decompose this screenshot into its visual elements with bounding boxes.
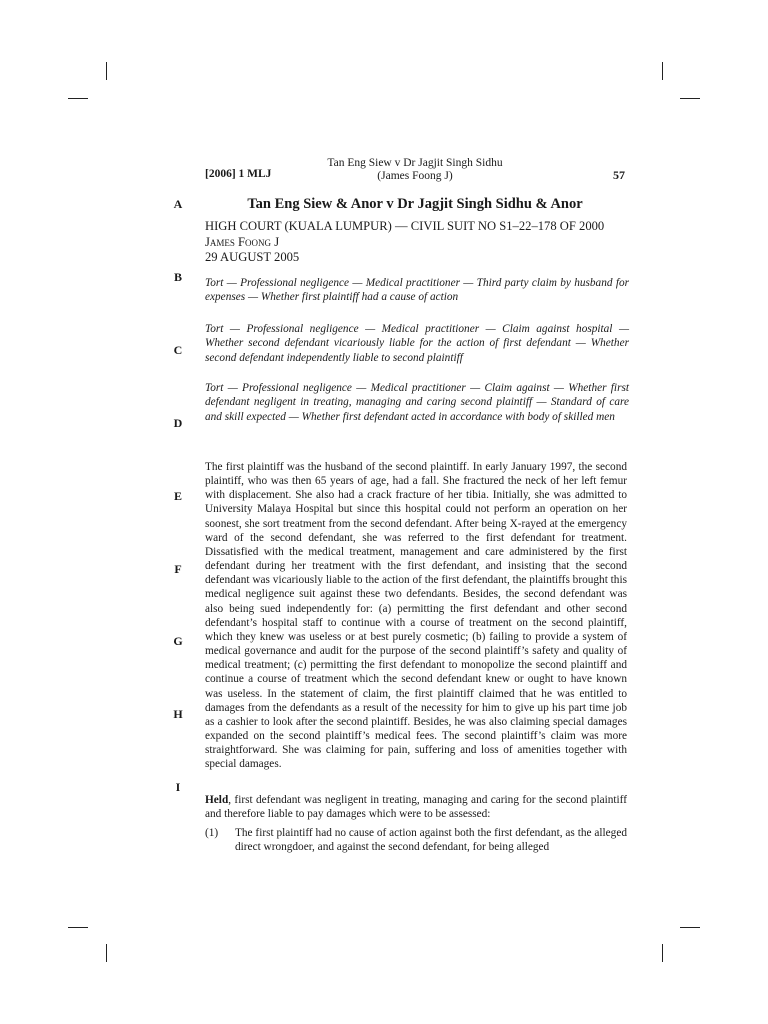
margin-letter-g: G xyxy=(173,634,183,648)
crop-mark xyxy=(662,944,663,962)
margin-letter-f: F xyxy=(174,562,182,576)
held-item-text: The first plaintiff had no cause of action against both the first defendant, as the alleged direct wrongdoer, and against the second defendant, for being alleged xyxy=(235,827,627,854)
judge-line: James Foong J xyxy=(205,235,280,249)
running-head xyxy=(205,157,625,185)
crop-mark xyxy=(106,62,107,80)
margin-letter-i: I xyxy=(175,780,181,794)
crop-mark xyxy=(662,62,663,80)
crop-mark xyxy=(68,98,88,99)
margin-letter-c: C xyxy=(173,343,183,357)
catchword-paragraph: Tort — Professional negligence — Medical practitioner — Claim against — Whether first defendant negligent in treating, managing and caring second plaintiff — Standard of care and skill expected — Whether first defendant acted in accordance with body of skilled men xyxy=(205,382,629,423)
margin-letter-h: H xyxy=(173,707,183,721)
court-line: HIGH COURT (KUALA LUMPUR) — CIVIL SUIT NO S1–22–178 OF 2000 xyxy=(205,219,605,233)
case-summary: The first plaintiff was the husband of the second plaintiff. In early January 1997, the second plaintiff, who was then 65 years of age, had a fall. She fractured the neck of her left femur with displacement. She also had a crack fracture of her tibia. Initially, she was admitted to University Malaya Hospital but since this hospital could not perform an operation on her soonest, she sort treatment from the second defendant. After being X-rayed at the emergency ward of the second defendant, she was referred to the first defendant for treatment. Dissatisfied with the medical treatment, management and care administered by the first defendant during her treatment with the first defendant, and insisting that the second defendant was vicariously liable to the action of the first defendant, the plaintiffs brought this medical negligence suit against these two defendants. Besides, the second defendant was also being sued independently for: (a) permitting the first defendant and other second defendant’s hospital staff to continue with a course of treatment on the second plaintiff, which they knew was useless or at best purely cosmetic; (b) failing to provide a system of medical governance and audit for the purpose of the second plaintiff’s safety and quality of medical treatment; (c) permitting the first defendant to monopolize the second plaintiff and continue a course of treatment which the second defendant knew or ought to have known was useless. In the statement of claim, the first plaintiff claimed that he was entitled to damages from the defendants as a result of the necessity for him to give up his part time job as a cashier to look after the second plaintiff. Besides, he was also claiming special damages expanded on the second plaintiff’s medical fees. The second plaintiff’s claim was more straightforward. She was claiming for pain, suffering and loss of amenities together with special damages. xyxy=(205,461,627,771)
crop-mark xyxy=(106,944,107,962)
case-short-title: Tan Eng Siew v Dr Jagjit Singh Sidhu xyxy=(327,157,503,169)
date-line: 29 AUGUST 2005 xyxy=(205,250,300,264)
held-item-number: (1) xyxy=(205,827,219,839)
case-title: Tan Eng Siew & Anor v Dr Jagjit Singh Sidhu & Anor xyxy=(247,196,583,212)
catchword-paragraph: Tort — Professional negligence — Medical practitioner — Third party claim by husband for expenses — Whether first plaintiff had a cause of action xyxy=(205,277,629,304)
held-paragraph xyxy=(205,793,627,821)
crop-mark xyxy=(68,927,88,928)
margin-letter-d: D xyxy=(173,416,183,430)
margin-letter-b: B xyxy=(173,270,182,284)
citation: [2006] 1 MLJ xyxy=(205,168,272,180)
margin-letter-e: E xyxy=(173,489,182,503)
held-label: Held xyxy=(205,794,229,806)
margin-letter-a: A xyxy=(173,197,183,211)
held-text: , first defendant was negligent in treating, managing and caring for the second plaintiff and therefore liable to pay damages which were to be assessed: xyxy=(205,794,627,821)
crop-mark xyxy=(680,927,700,928)
judge-short: (James Foong J) xyxy=(377,170,453,182)
running-head-center xyxy=(205,157,625,183)
crop-mark xyxy=(680,98,700,99)
page-number: 57 xyxy=(613,168,625,182)
catchword-paragraph: Tort — Professional negligence — Medical practitioner — Claim against hospital — Whether second defendant vicariously liable for the action of first defendant — Whether second defendant independently liable to second plaintiff xyxy=(205,323,629,364)
